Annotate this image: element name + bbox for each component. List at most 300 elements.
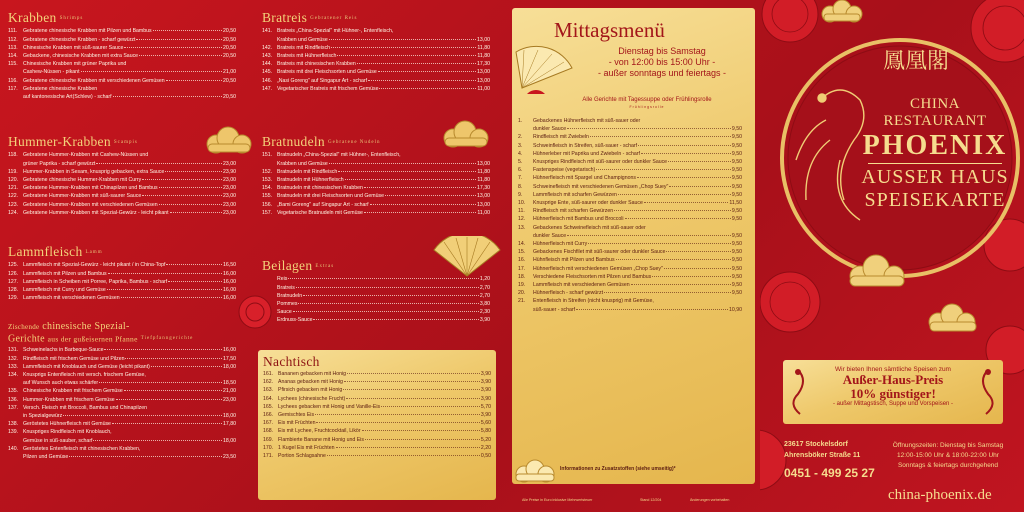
item-price: 20,50 — [223, 28, 236, 35]
menu-item-row — [8, 270, 236, 278]
item-price: 3,90 — [480, 412, 491, 419]
menu-item-row — [8, 27, 236, 35]
menu-item-row — [8, 445, 236, 453]
dot-leader — [638, 145, 731, 146]
item-name: Knusprige Ente, süß-saurer oder dunkler Sauce — [533, 200, 643, 207]
item-name: Rindfleisch mit frischem Gemüse und Pilzen — [23, 355, 125, 362]
menu-item-row — [518, 174, 742, 182]
menu-item-row — [8, 85, 236, 93]
item-name: „Nasi Goreng" auf Singapur Art - scharf — [277, 77, 368, 84]
menu-item-row — [8, 176, 236, 184]
dot-leader — [153, 30, 222, 31]
item-price: 9,50 — [731, 142, 742, 149]
item-number: 144. — [262, 61, 273, 68]
dot-leader — [166, 80, 222, 81]
menu-item-row — [262, 308, 490, 316]
item-name: „Bami Goreng" auf Singapur Art - scharf — [277, 201, 369, 208]
item-number: 116. — [8, 77, 18, 84]
item-number: 136. — [8, 396, 19, 403]
menu-item-row — [8, 294, 236, 302]
hours-line-1: Öffnungszeiten: Dienstag bis Samstag — [892, 442, 1004, 449]
item-name: Chinesische Krabben mit grüner Paprika und — [23, 61, 127, 68]
brand-line-4: SPEISEKARTE — [864, 189, 1006, 211]
dot-leader — [296, 287, 479, 288]
item-price: 3,90 — [480, 379, 491, 386]
gold-cloud-icon — [198, 122, 258, 158]
item-name: Gebackenes Schweinefleisch mit süß-sauer oder — [533, 224, 646, 231]
item-number: 4. — [518, 150, 523, 157]
menu-item-row — [8, 168, 236, 176]
dot-leader — [604, 292, 731, 293]
section-title: Bratnudeln — [262, 134, 325, 149]
footer-stand: Stand 12/204 — [640, 498, 662, 502]
section-subtitle: Gebratene Nudeln — [328, 140, 381, 146]
item-name: Bratreis mit Hühnerfleisch — [277, 53, 337, 60]
menu-item-row — [263, 419, 491, 427]
item-number: 124. — [8, 209, 19, 216]
dot-leader — [142, 179, 222, 180]
item-number: 17. — [518, 265, 526, 272]
item-name: Knusprigs Entenfleisch mit versch. frischem Gemüse, — [23, 371, 146, 378]
dot-leader — [124, 47, 222, 48]
item-number: 114. — [8, 53, 18, 60]
item-price: 17,80 — [223, 421, 236, 428]
item-number: 171. — [263, 453, 274, 460]
item-number: 146. — [262, 77, 273, 84]
menu-item-row — [8, 346, 236, 354]
item-name: Gebratene chinesische Krabben - scharf gewürzt — [23, 36, 136, 43]
brand-column — [760, 0, 1024, 512]
dot-leader — [315, 414, 480, 415]
item-name: Schweinfleisch in Streifen, süß-sauer - scharf — [533, 142, 638, 149]
item-price: 11,80 — [477, 44, 490, 51]
item-name: Pfirsich gebacken mit Honig — [278, 387, 343, 394]
address-line-2: Ahrensböker Straße 11 — [784, 452, 861, 459]
dot-leader — [347, 373, 480, 374]
dot-leader — [81, 71, 223, 72]
item-name: Lammfleisch mit Spezial-Gewürz - leicht pikant / in China-Topf — [23, 262, 166, 269]
promo-line-1: Wir bieten Ihnen sämtliche Speisen zum — [835, 366, 951, 373]
dot-leader — [166, 264, 222, 265]
menu-item-row — [263, 403, 491, 411]
item-name: Gebratene chinesische Hummer-Krabben mit Curry — [23, 177, 142, 184]
menu-item-row — [8, 420, 236, 428]
dot-leader — [159, 187, 222, 188]
menu-item-row — [262, 85, 490, 93]
dot-leader — [336, 447, 480, 448]
mittag-line-2: - von 12:00 bis 15:00 Uhr - — [608, 57, 716, 67]
item-price: 13,00 — [477, 36, 490, 43]
item-number: 151. — [262, 152, 273, 159]
item-number: 166. — [263, 412, 274, 419]
item-name: Lammfleisch mit Knoblauch und Gemüse (leicht pikant) — [23, 363, 150, 370]
item-price: 2,20 — [480, 444, 491, 451]
item-number: 129. — [8, 295, 19, 302]
mittag-note-2: Frühlingsrolle — [629, 105, 665, 109]
item-price: 1,20 — [479, 276, 490, 283]
golden-fan-icon — [432, 236, 502, 278]
item-name: Gemüse in süß-sauber, scharf — [23, 437, 93, 444]
menu-item-row — [8, 68, 236, 76]
dot-leader — [576, 309, 728, 310]
dot-leader — [327, 455, 480, 456]
item-number: 137. — [8, 404, 19, 411]
menu-item-row — [8, 261, 236, 269]
item-name: Lammfleisch mit verschiedenen Gemüsen — [533, 282, 630, 289]
item-name: Gebratene Hummer-Krabben mit Cashew-Nüssen und — [23, 152, 149, 159]
red-parasol-icon — [760, 430, 786, 490]
item-number: 14. — [518, 241, 526, 248]
item-price: 5,70 — [480, 403, 491, 410]
dot-leader — [116, 399, 222, 400]
dot-leader — [669, 186, 731, 187]
item-name: Bratnudeln mit chinesischen Krabben — [277, 185, 363, 192]
dot-leader — [596, 169, 731, 170]
item-name: Vegetarischer Bratreis mit frischem Gemüse — [277, 85, 379, 92]
dot-leader — [170, 212, 222, 213]
promo-line-2: Außer-Haus-Preis — [842, 372, 944, 387]
item-number: 134. — [8, 371, 19, 378]
item-number: 112. — [8, 36, 18, 43]
menu-item-row — [263, 395, 491, 403]
menu-item-row — [518, 215, 742, 223]
item-name: Gebackenes Fischfilet mit süß-saurer oder dunkler Sauce — [533, 249, 666, 256]
item-name: Versch. Fleisch mit Broccoli, Bambus und Chinapilzen — [23, 404, 147, 411]
dot-leader — [385, 195, 476, 196]
section-krabben — [8, 10, 236, 101]
item-number: 138. — [8, 421, 19, 428]
dot-leader — [96, 163, 222, 164]
dot-leader — [69, 456, 222, 457]
dot-leader — [345, 179, 477, 180]
item-price: 9,50 — [731, 167, 742, 174]
menu-item-row — [263, 452, 491, 460]
dot-leader — [104, 349, 222, 350]
item-price: 18,50 — [223, 380, 236, 387]
item-number: 120. — [8, 177, 19, 184]
item-price: 17,30 — [477, 185, 490, 192]
item-name: Gebratene Hummer-Krabben mit verschiedenen Gemüsen — [23, 201, 158, 208]
item-price: 9,50 — [731, 290, 742, 297]
item-price: 23,00 — [223, 185, 236, 192]
section-title: Nachtisch — [263, 354, 320, 369]
mittag-line-3: - außer sonntags und feiertags - — [597, 68, 727, 78]
chinese-logo: 鳳凰閣 — [882, 49, 949, 74]
item-price: 20,50 — [223, 36, 236, 43]
menu-item-row — [8, 355, 236, 363]
item-name: dunkler Sauce — [533, 232, 567, 239]
section-lamm — [8, 244, 236, 302]
item-price: 13,00 — [477, 69, 490, 76]
item-number: 163. — [263, 387, 274, 394]
menu-item-row — [262, 209, 490, 217]
item-name: Gebratene Hummer-Krabben mit Chinapilzen und Bambus — [23, 185, 158, 192]
dot-leader — [644, 202, 729, 203]
red-parasol-icon — [760, 272, 820, 332]
menu-item-row — [518, 306, 742, 314]
item-price: 9,50 — [731, 232, 742, 239]
item-price: 9,50 — [731, 126, 742, 133]
dot-leader — [364, 187, 476, 188]
dot-leader — [151, 366, 222, 367]
dot-leader — [93, 440, 222, 441]
menu-item-row — [262, 36, 490, 44]
item-name: Gemischtes Eis — [278, 412, 315, 419]
item-name: Bratreis — [277, 284, 295, 291]
item-name: in Spezialgewürz — [23, 412, 63, 419]
item-name: Gebackene, chinesische Krabben mit extra Sauce — [23, 53, 139, 60]
item-name: Bratreis mit chinesischen Krabben — [277, 61, 356, 68]
menu-item-row — [518, 125, 742, 133]
item-number: 118. — [8, 152, 18, 159]
website-link[interactable]: china-phoenix.de — [888, 487, 992, 503]
item-name: Gebratene Hummer-Krabben mit Spezial-Gewürz - leicht pikant — [23, 209, 169, 216]
mittag-note: Alle Gerichte mit Tagessuppe oder Frühlingsrolle — [582, 97, 712, 103]
promo-box — [783, 360, 1003, 424]
item-name: Schweinelachs in Barbeque-Sauce — [23, 347, 104, 354]
item-price: 18,00 — [223, 363, 236, 370]
item-name: Hühnerfleisch mit Bambus und Broccoli — [533, 216, 624, 223]
item-price: 5,60 — [480, 420, 491, 427]
item-name: Gebratene chinesische Krabben mit verschiedenen Gemüsen — [23, 77, 165, 84]
phone-number[interactable]: 0451 - 499 25 27 — [784, 466, 875, 480]
item-number: 21. — [518, 298, 526, 305]
menu-item-row — [518, 183, 742, 191]
item-number: 128. — [8, 287, 19, 294]
menu-item-row — [262, 168, 490, 176]
item-name: Lammfleisch mit Curry und Gemüse — [23, 287, 106, 294]
menu-item-row — [518, 191, 742, 199]
menu-item-row — [518, 150, 742, 158]
dot-leader — [346, 398, 480, 399]
phoenix-emblem-icon — [784, 366, 812, 416]
item-name: Lychees gebacken mit Honig und Vanille-Eis — [278, 403, 381, 410]
menu-item-row — [8, 192, 236, 200]
item-number: 164. — [263, 395, 274, 402]
dot-leader — [616, 259, 731, 260]
dot-leader — [625, 218, 731, 219]
item-number: 141. — [262, 28, 273, 35]
menu-item-row — [262, 284, 490, 292]
menu-item-row — [262, 201, 490, 209]
item-price: 11,00 — [477, 85, 490, 92]
item-price: 10,90 — [729, 306, 742, 313]
section-subtitle: Tiefpfanngerichte — [140, 336, 194, 341]
item-name: Portion Schlagsahne — [278, 453, 326, 460]
dot-leader — [590, 136, 731, 137]
item-name: Hummer-Krabben in Sesam, knusprig gebacken, extra Sauce — [23, 168, 165, 175]
item-number: 113. — [8, 44, 18, 51]
item-name: Reis — [277, 276, 288, 283]
dot-leader — [165, 171, 222, 172]
golden-fan-icon — [514, 44, 574, 94]
item-number: 18. — [518, 273, 526, 280]
menu-item-row — [262, 316, 490, 324]
item-price: 20,50 — [223, 94, 236, 101]
item-number: 133. — [8, 363, 19, 370]
item-name: Hühnerfleisch mit verschiedenen Gemüsen „Chop Suey" — [533, 265, 663, 272]
menu-item-row — [8, 363, 236, 371]
item-number: 127. — [8, 278, 19, 285]
item-name: Lammfleisch mit Pilzen und Bambus — [23, 270, 107, 277]
menu-item-row — [518, 281, 742, 289]
menu-item-row — [263, 444, 491, 452]
item-number: 19. — [518, 282, 526, 289]
mittag-line-1: Dienstag bis Samstag — [618, 46, 706, 56]
item-price: 3,80 — [479, 301, 490, 308]
item-name: 1 Kugel Eis mit Früchten — [278, 444, 335, 451]
red-parasol-icon — [984, 219, 1024, 271]
menu-item-row — [518, 273, 742, 281]
item-number: 20. — [518, 290, 526, 297]
item-number: 7. — [518, 175, 523, 182]
item-price: 9,50 — [731, 159, 742, 166]
menu-item-row — [518, 232, 742, 240]
item-number: 167. — [263, 420, 274, 427]
menu-item-row — [262, 52, 490, 60]
menu-item-row — [263, 386, 491, 394]
mittag-info: Informationen zu Zusatzstoffen (siehe umseitig)* — [560, 466, 676, 472]
item-number: 169. — [263, 436, 274, 443]
item-name: Geröstetes Hühnerfleisch mit Gemüse — [23, 421, 111, 428]
menu-item-row — [262, 160, 490, 168]
item-name: Schweinefleisch mit verschiedenen Gemüsen „Chop Suey" — [533, 183, 669, 190]
section-title: Beilagen — [262, 258, 313, 273]
item-name: Eis mit Früchten — [278, 420, 316, 427]
item-name: Hühnfleisch mit Pilzen und Bambus — [533, 257, 615, 264]
item-number: 145. — [262, 69, 273, 76]
item-price: 9,50 — [731, 265, 742, 272]
item-number: 161. — [263, 371, 274, 377]
item-number: 142. — [262, 44, 273, 51]
item-name: Hühnerfleisch mit Curry — [533, 241, 588, 248]
dot-leader — [313, 319, 478, 320]
item-name: Gebratene chinesische Krabben mit Pilzen und Bambus — [23, 28, 152, 35]
dot-leader — [379, 88, 476, 89]
item-number: 143. — [262, 53, 273, 60]
dot-leader — [136, 39, 222, 40]
item-name: Bananen gebacken mit Honig — [278, 371, 347, 377]
dot-leader — [664, 268, 731, 269]
dot-leader — [368, 80, 476, 81]
menu-item-row — [8, 371, 236, 379]
dot-leader — [641, 153, 731, 154]
item-price: 21,00 — [223, 388, 236, 395]
item-name: Flambierte Banane mit Honig und Eis — [278, 436, 364, 443]
item-number: 147. — [262, 85, 273, 92]
item-price: 23,00 — [223, 209, 236, 216]
item-number: 165. — [263, 403, 274, 410]
item-price: 20,50 — [223, 77, 236, 84]
item-price: 5,20 — [480, 436, 491, 443]
section-bratreis — [262, 10, 490, 93]
dot-leader — [293, 311, 479, 312]
item-name: Entenfleisch in Streifen (nicht knusprig) mit Gemüse, — [533, 298, 654, 305]
decorations — [760, 0, 1024, 512]
mittag-times — [572, 46, 752, 79]
item-number: 153. — [262, 177, 273, 184]
item-price: 23,90 — [223, 168, 236, 175]
item-price: 13,00 — [477, 77, 490, 84]
dot-leader — [365, 439, 480, 440]
spezial-title-1a: Zischende — [8, 323, 40, 331]
menu-item-row — [8, 404, 236, 412]
dot-leader — [666, 251, 731, 252]
item-name: Chinesische Krabben mit frischem Gemüse — [23, 388, 123, 395]
dot-leader — [338, 171, 476, 172]
dot-leader — [329, 163, 476, 164]
item-price: 23,00 — [223, 396, 236, 403]
item-price: 9,50 — [731, 191, 742, 198]
item-price: 3,90 — [480, 371, 491, 377]
item-price: 9,50 — [731, 175, 742, 182]
section-title: Bratreis — [262, 10, 308, 25]
section-subtitle: Extras — [315, 264, 335, 270]
item-number: 2. — [518, 134, 523, 141]
spezial-title-2b: aus der gußeisernen Pfanne — [47, 334, 138, 344]
item-price: 9,50 — [731, 208, 742, 215]
item-price: 0,50 — [480, 453, 491, 460]
dot-leader — [159, 204, 222, 205]
item-price: 3,90 — [479, 317, 490, 324]
menu-item-row — [262, 27, 490, 35]
item-price: 11,80 — [477, 53, 490, 60]
opening-hours — [878, 441, 1018, 471]
menu-item-row — [263, 411, 491, 419]
dot-leader — [303, 295, 479, 296]
item-number: 152. — [262, 168, 273, 175]
dot-leader — [288, 278, 479, 279]
item-number: 9. — [518, 191, 523, 198]
menu-item-row — [8, 278, 236, 286]
item-name: Verschiedene Fleischsorten mit Pilzen und Bambus — [533, 273, 652, 280]
dot-leader — [63, 415, 222, 416]
item-name: Hühnerfleisch mit Spargel und Champignons — [533, 175, 636, 182]
item-name: Hühnerfleisch - scharf gewürzt — [533, 290, 604, 297]
item-price: 20,50 — [223, 44, 236, 51]
item-price: 9,50 — [731, 216, 742, 223]
item-price: 9,50 — [731, 273, 742, 280]
item-name: Knuspriges Rindfleisch mit süß-saurer oder dunkler Sauce — [533, 159, 668, 166]
item-number: 170. — [263, 444, 274, 451]
menu-item-row — [518, 289, 742, 297]
item-number: 131. — [8, 347, 19, 354]
menu-item-row — [263, 427, 491, 435]
item-number: 122. — [8, 193, 19, 200]
item-number: 5. — [518, 159, 523, 166]
dot-leader — [631, 284, 731, 285]
item-number: 6. — [518, 167, 523, 174]
mittag-panel — [512, 8, 755, 484]
item-name: Lychees (chinesische Frucht) — [278, 395, 346, 402]
menu-item-row — [262, 292, 490, 300]
dot-leader — [668, 161, 731, 162]
menu-item-row — [263, 370, 491, 378]
item-name: Sauce — [277, 309, 292, 316]
menu-item-row — [8, 52, 236, 60]
phoenix-emblem-icon — [974, 366, 1002, 416]
item-price: 2,70 — [479, 292, 490, 299]
item-number: 155. — [262, 193, 273, 200]
section-subtitle: Gebratener Reis — [310, 16, 358, 22]
gold-cloud-icon — [929, 304, 976, 331]
nachtisch-panel — [258, 350, 496, 500]
item-price: 9,50 — [731, 183, 742, 190]
item-name: Ananas gebacken mit Honig — [278, 379, 343, 386]
dot-leader — [567, 235, 731, 236]
menu-item-row — [262, 176, 490, 184]
item-price: 9,50 — [731, 257, 742, 264]
